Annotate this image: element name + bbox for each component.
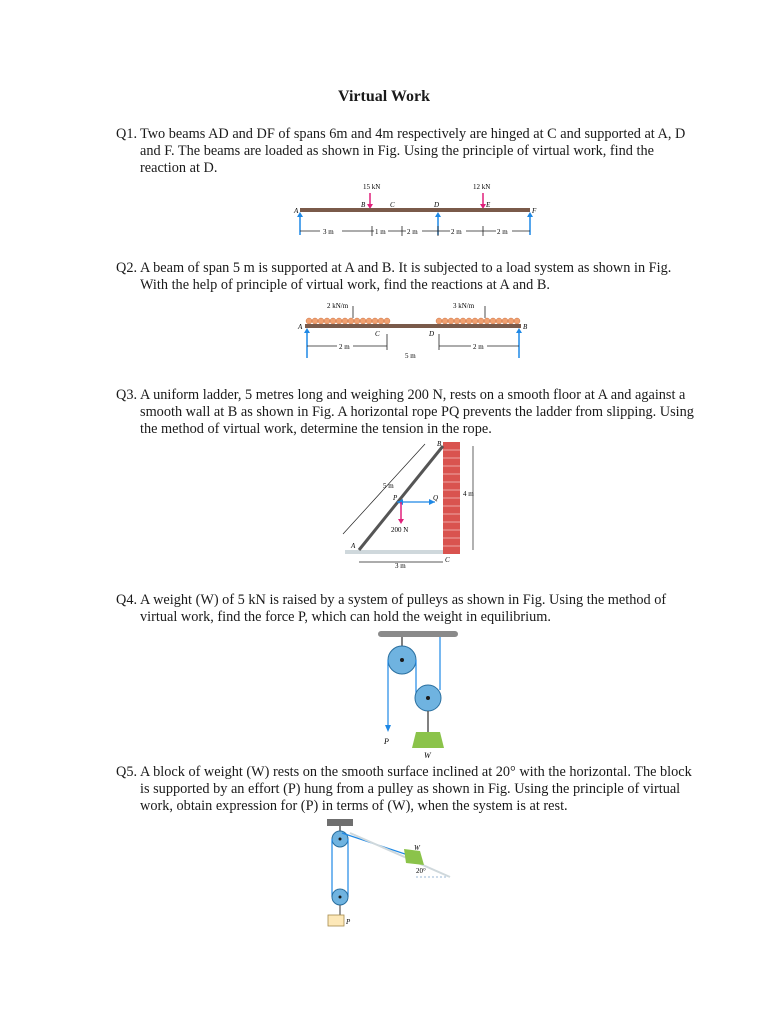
question-5 xyxy=(116,764,696,815)
question-number: Q2. xyxy=(116,260,138,276)
label-q: Q xyxy=(433,494,439,502)
beam xyxy=(300,208,530,212)
dim-2m-3: 2 m xyxy=(497,228,508,236)
question-text: A block of weight (W) rests on the smooth surface inclined at 20° with the horizontal. The block is supported by an effort (P) hung from a pulley as shown in Fig. Using the principle of virtual work, obtain expression for (P) in terms of (W), when the system is at rest. xyxy=(140,764,692,814)
question-text: Two beams AD and DF of spans 6m and 4m respectively are hinged at C and supported at A, D and F. The beams are loaded as shown in Fig. Using the principle of virtual work, find the reaction at D. xyxy=(140,126,686,176)
question-1 xyxy=(116,126,696,177)
label-b: B xyxy=(361,201,366,209)
pulley-axle xyxy=(400,658,404,662)
label-d: D xyxy=(434,201,440,209)
pulley-axle xyxy=(426,696,430,700)
label-3m: 3 m xyxy=(395,562,406,570)
label-w: W xyxy=(414,844,420,852)
label-200n: 200 N xyxy=(391,526,409,534)
label-a: A xyxy=(298,323,303,331)
question-3 xyxy=(116,387,696,438)
reaction-arrowhead-d xyxy=(435,212,441,217)
weight-arrowhead xyxy=(398,519,404,524)
label-20deg: 20° xyxy=(416,867,426,875)
label-d: D xyxy=(429,330,435,338)
udl-right xyxy=(436,318,520,324)
pulley-axle xyxy=(339,838,342,841)
question-number: Q4. xyxy=(116,592,138,608)
reaction-arrowhead-a xyxy=(304,328,310,333)
udl-label-3kn: 3 kN/m xyxy=(453,302,475,310)
ladder xyxy=(359,446,443,550)
udl-label-2kn: 2 kN/m xyxy=(327,302,349,310)
effort-block xyxy=(328,915,344,926)
dim-2m-2: 2 m xyxy=(451,228,462,236)
question-number: Q1. xyxy=(116,126,138,142)
label-c: C xyxy=(375,330,380,338)
question-2 xyxy=(116,260,696,294)
label-c: C xyxy=(390,201,395,209)
label-a: A xyxy=(294,207,299,215)
pulley-support xyxy=(327,819,353,826)
dim-2m-1: 2 m xyxy=(407,228,418,236)
weight-block xyxy=(412,732,444,748)
figure-q4-pulleys xyxy=(360,628,470,760)
label-f: F xyxy=(532,207,537,215)
question-text: A beam of span 5 m is supported at A and B. It is subjected to a load system as shown in Fig. With the help of principle of virtual work, find the reactions at A and B. xyxy=(140,260,672,293)
dim-2m-right: 2 m xyxy=(473,343,484,351)
label-c: C xyxy=(445,556,450,564)
label-4m: 4 m xyxy=(463,490,474,498)
figure-q2-beam xyxy=(295,298,535,360)
dim-1m: 1 m xyxy=(375,228,386,236)
label-5m: 5 m xyxy=(383,482,394,490)
dim-5m: 5 m xyxy=(405,352,416,360)
figure-q3-ladder xyxy=(335,438,485,570)
label-b: B xyxy=(523,323,528,331)
beam xyxy=(305,324,521,328)
dim-2m-left: 2 m xyxy=(339,343,350,351)
label-e: E xyxy=(486,201,491,209)
label-w: W xyxy=(424,751,431,760)
question-number: Q3. xyxy=(116,387,138,403)
dim-3m: 3 m xyxy=(323,228,334,236)
load-label-12kn: 12 kN xyxy=(473,183,491,191)
label-a: A xyxy=(351,542,356,550)
pulley-axle xyxy=(339,896,342,899)
label-p: P xyxy=(393,494,398,502)
label-p: P xyxy=(346,918,351,926)
load-label-15kn: 15 kN xyxy=(363,183,381,191)
question-4 xyxy=(116,592,696,626)
page-title: Virtual Work xyxy=(337,88,430,105)
figure-q5-incline xyxy=(320,815,460,930)
udl-left xyxy=(306,318,390,324)
question-text: A uniform ladder, 5 metres long and weighing 200 N, rests on a smooth floor at A and against a smooth wall at B as shown in Fig. A horizontal rope PQ prevents the ladder from slipping. Using the method of virtual work, determine the tension in the rope. xyxy=(140,387,694,437)
question-number: Q5. xyxy=(116,764,138,780)
incline-surface xyxy=(350,833,450,877)
ceiling-support xyxy=(378,631,458,637)
label-p: P xyxy=(384,737,389,746)
label-b: B xyxy=(437,440,442,448)
effort-arrowhead xyxy=(385,725,391,732)
floor xyxy=(345,550,450,554)
figure-q1-beams xyxy=(290,180,550,245)
reaction-arrowhead-b xyxy=(516,328,522,333)
question-text: A weight (W) of 5 kN is raised by a system of pulleys as shown in Fig. Using the method of virtual work, find the force P, which can hold the weight in equilibrium. xyxy=(140,592,667,625)
